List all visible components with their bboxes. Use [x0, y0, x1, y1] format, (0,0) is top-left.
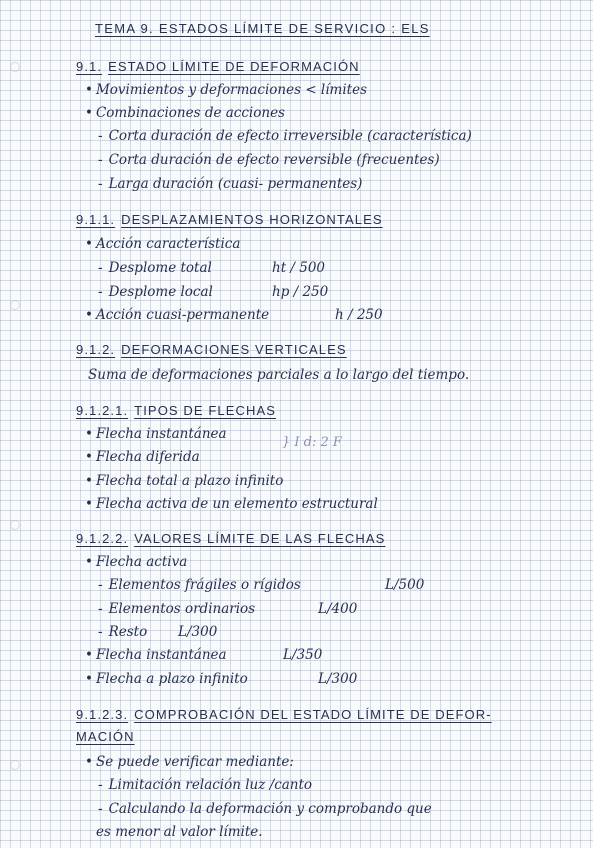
sub-item-value: L/300	[178, 624, 218, 640]
bullet-item: • Movimientos y deformaciones < límites	[85, 81, 367, 99]
bullet-item: • Acción característica	[85, 235, 240, 253]
sub-item-label: - Resto	[98, 623, 147, 641]
section-heading-9-1-2-3	[76, 706, 492, 724]
sub-item-label: - Elementos frágiles o rígidos	[98, 576, 301, 594]
section-heading-9-1	[76, 58, 360, 76]
binder-hole-icon	[10, 520, 20, 530]
body-text: Suma de deformaciones parciales a lo largo del tiempo.	[88, 367, 470, 383]
section-heading-9-1-2	[76, 341, 347, 359]
section-number: 9.1.	[76, 59, 103, 74]
section-heading-continuation: MACIÓN	[76, 729, 135, 744]
bullet-item: • Flecha instantánea	[85, 646, 227, 664]
bullet-item: • Flecha diferida	[85, 448, 200, 466]
sub-item-label: - Desplome total	[98, 259, 212, 277]
item-value: L/350	[283, 647, 323, 663]
item-value: h / 250	[335, 307, 383, 323]
section-title: ESTADO LÍMITE DE DEFORMACIÓN	[108, 59, 360, 74]
sub-item: - Corta duración de efecto irreversible (característica)	[98, 127, 472, 145]
sub-item-label: - Elementos ordinarios	[98, 600, 255, 618]
bullet-item: • Flecha instantánea	[85, 425, 227, 443]
section-title: DESPLAZAMIENTOS HORIZONTALES	[121, 212, 383, 227]
sub-item-continuation: es menor al valor límite.	[96, 824, 263, 840]
section-title: DEFORMACIONES VERTICALES	[121, 342, 347, 357]
binder-hole-icon	[10, 760, 20, 770]
sub-item: - Limitación relación luz /canto	[98, 776, 312, 794]
section-title: TIPOS DE FLECHAS	[134, 403, 277, 418]
margin-note: } I d: 2 F	[282, 435, 342, 450]
bullet-item: • Acción cuasi-permanente	[85, 306, 269, 324]
item-value: L/300	[318, 671, 358, 687]
sub-item: - Corta duración de efecto reversible (frecuentes)	[98, 151, 440, 169]
binder-hole-icon	[10, 300, 20, 310]
sub-item-value: ht / 500	[272, 260, 326, 276]
sub-item-label: - Desplome local	[98, 283, 213, 301]
section-heading-9-1-2-2	[76, 530, 385, 548]
bullet-item: • Flecha total a plazo infinito	[85, 472, 283, 490]
sub-item-value: L/400	[318, 601, 358, 617]
section-number: 9.1.2.3.	[76, 707, 129, 722]
section-title: VALORES LÍMITE DE LAS FLECHAS	[134, 531, 386, 546]
sub-item-value: L/500	[385, 577, 425, 593]
bullet-item: • Se puede verificar mediante:	[85, 753, 294, 771]
bullet-item: • Flecha activa	[85, 553, 187, 571]
sub-item: - Calculando la deformación y comprobando que	[98, 800, 432, 818]
section-number: 9.1.2.2.	[76, 531, 129, 546]
bullet-item: • Combinaciones de acciones	[85, 104, 285, 122]
sub-item-value: hp / 250	[272, 284, 329, 300]
section-number: 9.1.2.1.	[76, 403, 129, 418]
binder-hole-icon	[10, 62, 20, 72]
bullet-item: • Flecha a plazo infinito	[85, 670, 248, 688]
section-heading-9-1-2-1	[76, 402, 276, 420]
section-number: 9.1.1.	[76, 212, 116, 227]
page-title: TEMA 9. ESTADOS LÍMITE DE SERVICIO : ELS	[95, 21, 430, 36]
sub-item: - Larga duración (cuasi- permanentes)	[98, 175, 362, 193]
section-heading-9-1-1	[76, 211, 383, 229]
section-title: COMPROBACIÓN DEL ESTADO LÍMITE DE DEFOR-	[134, 707, 492, 722]
section-number: 9.1.2.	[76, 342, 116, 357]
bullet-item: • Flecha activa de un elemento estructural	[85, 495, 378, 513]
